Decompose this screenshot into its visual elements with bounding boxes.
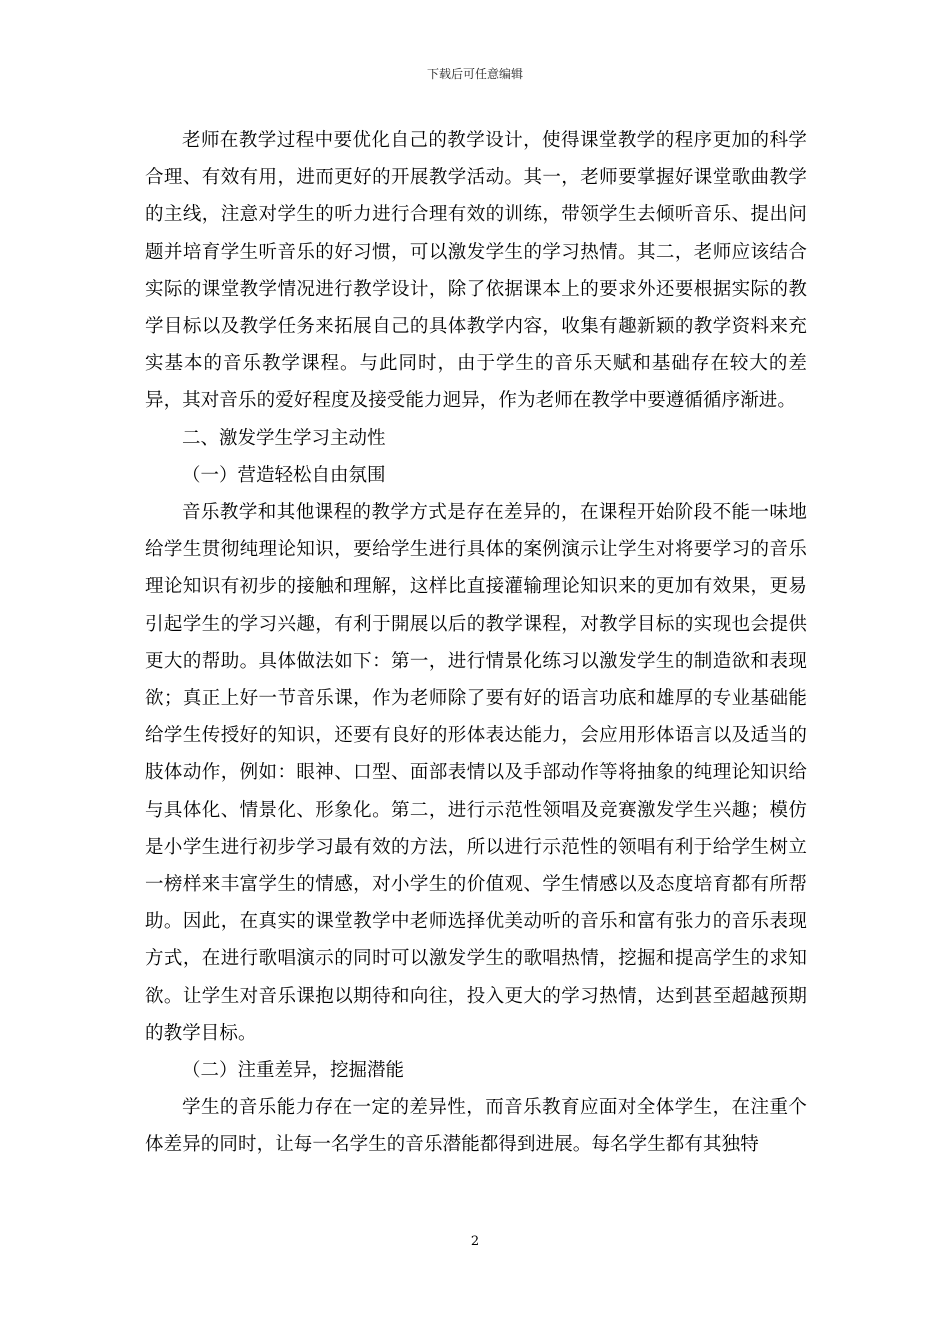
paragraph-teaching-design: 老师在教学过程中要优化自己的教学设计，使得课堂教学的程序更加的科学合理、有效有用，进而更好的开展教学活动。其一，老师要掌握好课堂歌曲教学的主线，注意对学生的听力进行合理有效的训练，带领学生去倾听音乐、提出问题并培育学生听音乐的好习惯，可以激发学生的学习热情。其二，老师应该结合实际的课堂教学情况进行教学设计，除了依据课本上的要求外还要根据实际的教学目标以及教学任务来拓展自己的具体教学内容，收集有趣新颖的教学资料来充实基本的音乐教学课程。与此同时，由于学生的音乐天赋和基础存在较大的差异，其对音乐的爱好程度及接受能力迥异，作为老师在教学中要遵循循序渐进。 xyxy=(145,130,807,412)
subsection-heading-1: （一）营造轻松自由氛围 xyxy=(182,464,386,486)
paragraph-atmosphere: 音乐教学和其他课程的教学方式是存在差异的，在课程开始阶段不能一味地给学生贯彻纯理论知识，要给学生进行具体的案例演示让学生对将要学习的音乐理论知识有初步的接触和理解，这样比直接灌输理论知识来的更加有效果，更易引起学生的学习兴趣，有利于開展以后的教学课程，对教学目标的实现也会提供更大的帮助。具体做法如下：第一，进行情景化练习以激发学生的制造欲和表现欲；真正上好一节音乐课，作为老师除了要有好的语言功底和雄厚的专业基础能给学生传授好的知识，还要有良好的形体表达能力，会应用形体语言以及适当的肢体动作，例如：眼神、口型、面部表情以及手部动作等将抽象的纯理论知识给与具体化、情景化、形象化。第二，进行示范性领唱及竞赛激发学生兴趣；模仿是小学生进行初步学习最有效的方法，所以进行示范性的领唱有利于给学生树立一榜样来丰富学生的情感，对小学生的价值观、学生情感以及态度培育都有所帮助。因此，在真实的课堂教学中老师选择优美动听的音乐和富有张力的音乐表现方式，在进行歌唱演示的同时可以激发学生的歌唱热情，挖掘和提高学生的求知欲。让学生对音乐课抱以期待和向往，投入更大的学习热情，达到甚至超越预期的教学目标。 xyxy=(145,502,807,1044)
page-header: 下载后可任意编辑 xyxy=(426,67,523,81)
subsection-heading-2: （二）注重差异，挖掘潜能 xyxy=(182,1060,405,1082)
section-heading-2: 二、激发学生学习主动性 xyxy=(182,427,386,449)
page-number: 2 xyxy=(470,1234,480,1249)
document-body xyxy=(145,122,807,1164)
paragraph-differences: 学生的音乐能力存在一定的差异性，而音乐教育应面对全体学生，在注重个体差异的同时，让每一名学生的音乐潜能都得到进展。每名学生都有其独特 xyxy=(145,1097,807,1156)
